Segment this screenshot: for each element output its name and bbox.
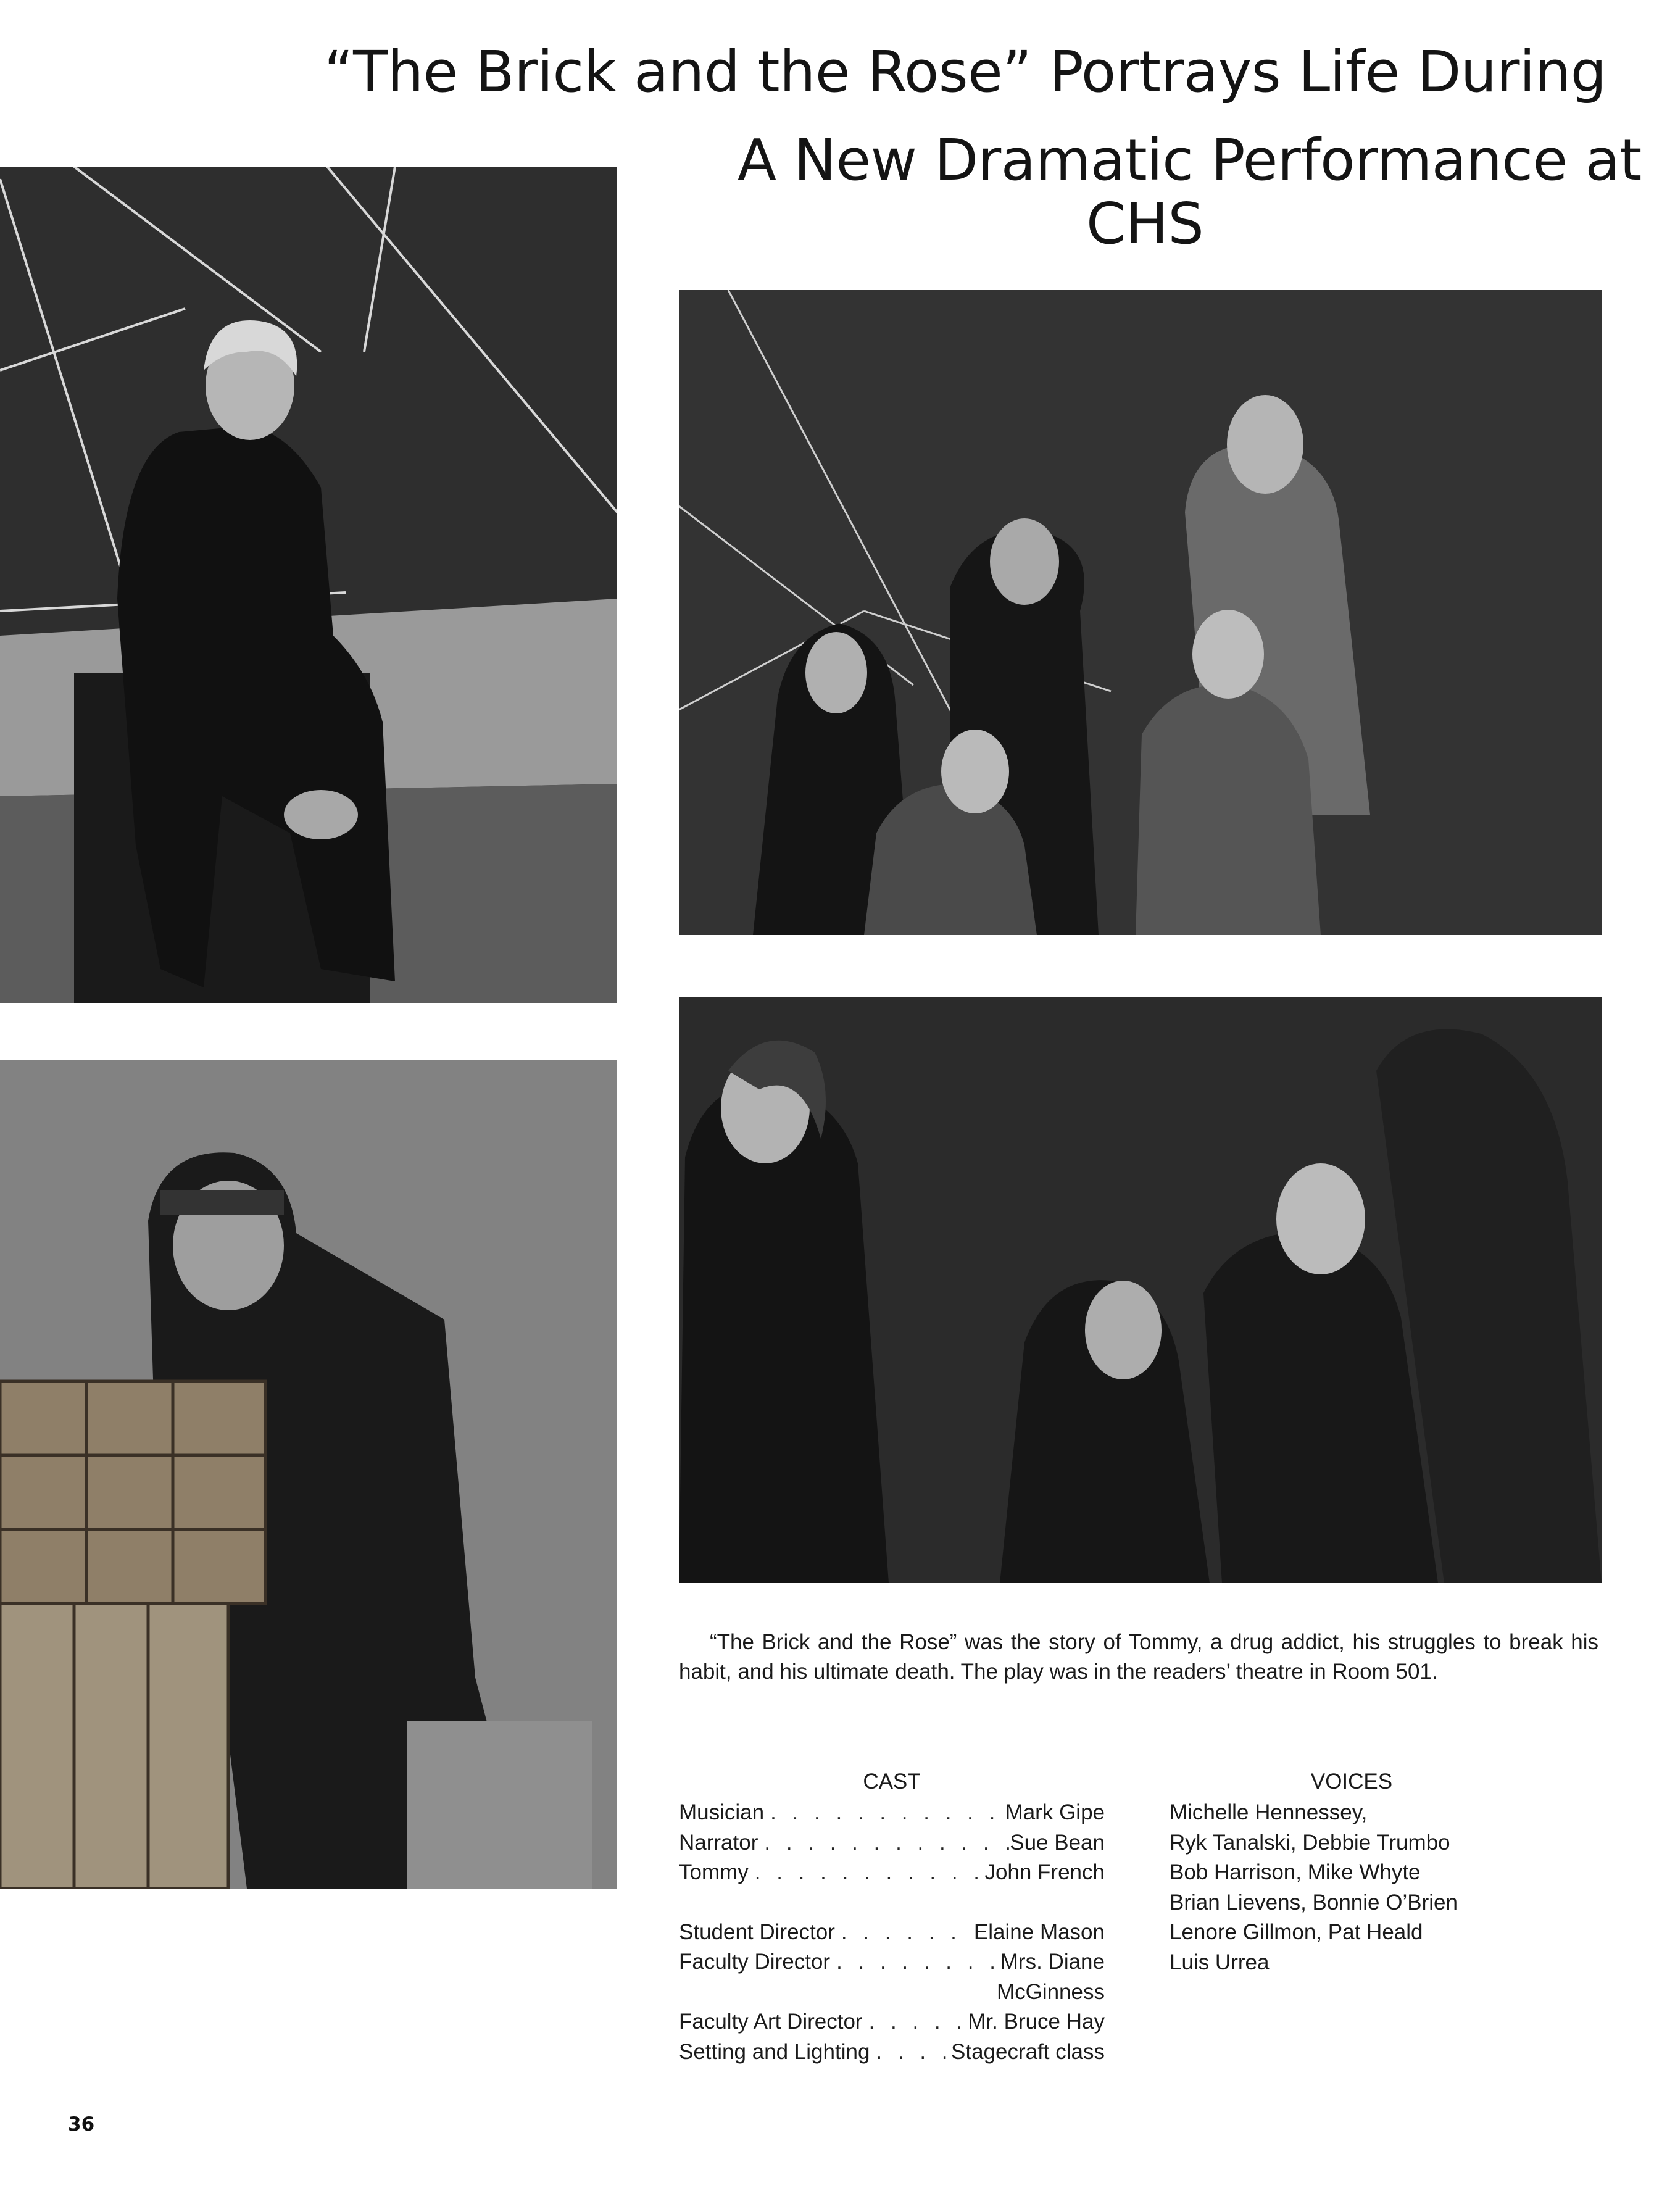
cast-role: Musician <box>679 1800 765 1824</box>
cast-row-student-director <box>679 1918 1105 1948</box>
cast-name: Elaine Mason <box>973 1919 1105 1944</box>
cast-role: Narrator <box>679 1830 758 1855</box>
leader-dots <box>870 2037 951 2068</box>
cast-name: Mark Gipe <box>1005 1800 1105 1824</box>
voices-line: Lenore Gillmon, Pat Heald <box>1170 1920 1423 1944</box>
cast-row-tommy <box>679 1858 1105 1888</box>
leader-dots <box>758 1828 1010 1858</box>
voices-line: Ryk Tanalski, Debbie Trumbo <box>1170 1830 1450 1855</box>
cast-name-continuation: McGinness <box>996 1979 1105 2004</box>
cast-list <box>679 1798 1105 2067</box>
photo-actor-with-crate <box>0 1060 617 1889</box>
cast-name: Sue Bean <box>1010 1830 1105 1855</box>
voices-line: Bob Harrison, Mike Whyte <box>1170 1860 1421 1884</box>
photo-seated-actor <box>0 167 617 1003</box>
cast-name: John French <box>984 1860 1105 1884</box>
cast-role: Student Director <box>679 1919 835 1944</box>
cast-row-setting-lighting <box>679 2037 1105 2068</box>
cast-row-musician <box>679 1798 1105 1828</box>
cast-name: Mrs. Diane <box>1000 1950 1105 1974</box>
cast-role: Faculty Art Director <box>679 2010 863 2034</box>
voices-heading: VOICES <box>1310 1769 1393 1794</box>
leader-dots <box>764 1798 1005 1828</box>
voices-line: Michelle Hennessey, <box>1170 1800 1368 1824</box>
voices-list <box>1170 1798 1540 1977</box>
photo-caption: “The Brick and the Rose” was the story of Tommy, a drug addict, his struggles to break his habit, and his ultimate death. The play was in the readers’ theatre in Room 501. <box>679 1630 1598 1684</box>
cast-row-narrator <box>679 1828 1105 1858</box>
voices-line: Luis Urrea <box>1170 1950 1270 1974</box>
cast-heading: CAST <box>863 1769 921 1794</box>
leader-dots <box>830 1947 1000 1977</box>
leader-dots <box>749 1858 985 1888</box>
cast-role: Setting and Lighting <box>679 2039 870 2064</box>
photo-cast-group <box>679 290 1602 935</box>
cast-role: Faculty Director <box>679 1950 831 1974</box>
cast-name: Stagecraft class <box>951 2039 1105 2064</box>
page-title-line-3: CHS <box>1086 191 1204 257</box>
page-title-line-1: “The Brick and the Rose” Portrays Life During <box>324 39 1606 105</box>
leader-dots <box>863 2007 968 2037</box>
cast-row-faculty-art-director <box>679 2007 1105 2037</box>
voices-line: Brian Lievens, Bonnie O’Brien <box>1170 1890 1458 1915</box>
page-title-line-2: A New Dramatic Performance at <box>738 127 1642 193</box>
photo-three-actors <box>679 997 1602 1583</box>
page-number: 36 <box>68 2113 95 2135</box>
cast-row-faculty-director <box>679 1947 1105 1977</box>
cast-role: Tommy <box>679 1860 749 1884</box>
cast-name: Mr. Bruce Hay <box>968 2010 1105 2034</box>
leader-dots <box>835 1918 974 1948</box>
